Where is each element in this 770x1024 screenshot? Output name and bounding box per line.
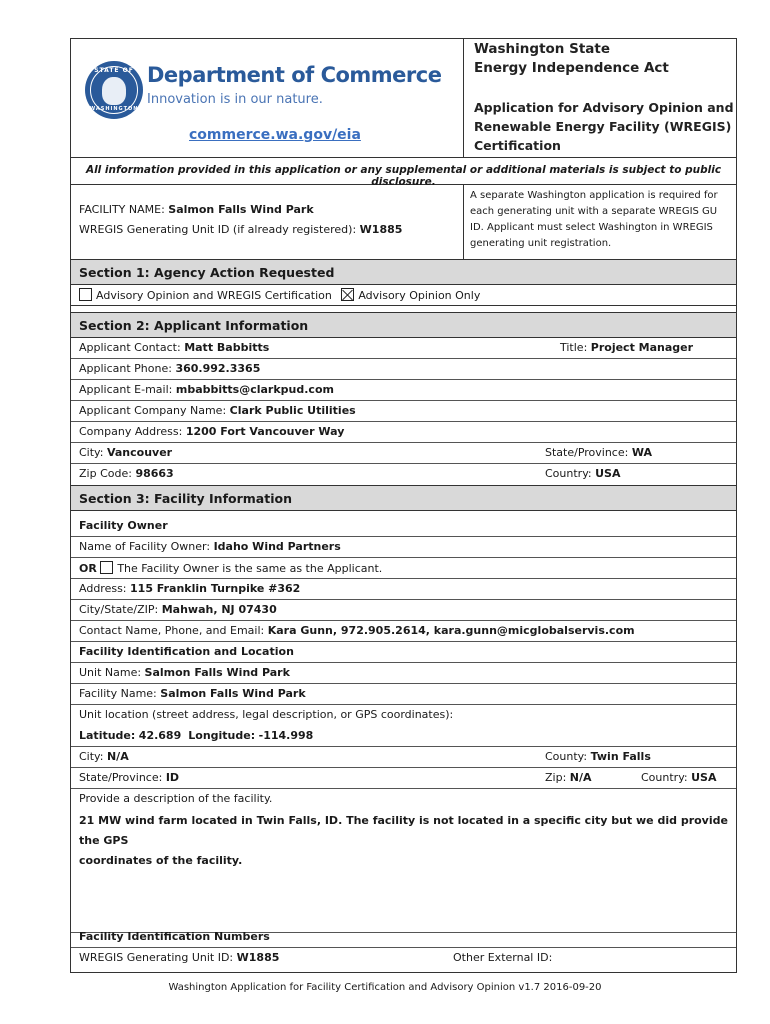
- longitude-value[interactable]: -114.998: [258, 729, 314, 742]
- applicant-company-value[interactable]: Clark Public Utilities: [229, 404, 356, 417]
- app-title-line1: Application for Advisory Opinion and: [474, 100, 734, 115]
- applicant-zip-value[interactable]: 98663: [135, 467, 174, 480]
- disclosure-notice: All information provided in this application or any supplemental or additional materials is subject to public disclosure.: [71, 157, 736, 185]
- applicant-contact-value[interactable]: Matt Babbitts: [184, 341, 270, 354]
- form-header: [71, 39, 736, 157]
- applicant-phone-row: Applicant Phone: 360.992.3365: [71, 359, 736, 380]
- facility-state-value[interactable]: ID: [165, 771, 180, 784]
- applicant-email-row: Applicant E-mail: mbabbitts@clarkpud.com: [71, 380, 736, 401]
- applicant-phone-value[interactable]: 360.992.3365: [175, 362, 261, 375]
- wregis-id-value[interactable]: W1885: [236, 951, 280, 964]
- applicant-state-value[interactable]: WA: [631, 446, 652, 459]
- owner-address-value[interactable]: 115 Franklin Turnpike #362: [130, 582, 301, 595]
- latitude-value[interactable]: 42.689: [138, 729, 182, 742]
- description-line1: 21 MW wind farm located in Twin Falls, ID. The facility is not located in a specific city but we did provide the GPS: [79, 814, 728, 847]
- id-numbers-heading: Facility Identification Numbers: [71, 927, 736, 948]
- form-footer: Washington Application for Facility Certification and Advisory Opinion v1.7 2016-09-20: [168, 982, 602, 993]
- applicant-company-row: Applicant Company Name: Clark Public Utilities: [71, 401, 736, 422]
- id-location-heading: Facility Identification and Location: [71, 642, 736, 663]
- section3-header: Section 3: Facility Information: [71, 485, 736, 511]
- other-external-id-label: Other External ID:: [453, 951, 553, 964]
- owner-contact-value[interactable]: Kara Gunn, 972.905.2614, kara.gunn@micglobalservis.com: [267, 624, 635, 637]
- owner-contact-row: Contact Name, Phone, and Email: Kara Gunn, 972.905.2614, kara.gunn@micglobalservis.com: [71, 621, 736, 642]
- option-advisory-only: Advisory Opinion Only: [358, 289, 481, 302]
- facility-city-row: City: N/A County: Twin Falls: [71, 747, 736, 768]
- facility-name-row: Facility Name: Salmon Falls Wind Park: [71, 684, 736, 705]
- washington-state-seal-icon: STATE OF WASHINGTON: [85, 61, 143, 119]
- owner-csz-row: City/State/ZIP: Mahwah, NJ 07430: [71, 600, 736, 621]
- unit-name-value[interactable]: Salmon Falls Wind Park: [144, 666, 290, 679]
- facility-city-value[interactable]: N/A: [106, 750, 129, 763]
- unit-name-row: Unit Name: Salmon Falls Wind Park: [71, 663, 736, 684]
- description-line2: coordinates of the facility.: [79, 854, 243, 867]
- facility-county-value[interactable]: Twin Falls: [590, 750, 651, 763]
- applicant-country-value[interactable]: USA: [595, 467, 621, 480]
- applicant-contact-row: Applicant Contact: Matt Babbitts Title: Project Manager: [71, 338, 736, 359]
- company-address-value[interactable]: 1200 Fort Vancouver Way: [185, 425, 345, 438]
- applicant-zip-row: Zip Code: 98663 Country: USA: [79, 467, 621, 480]
- separate-application-note: A separate Washington application is required for each generating unit with a separate WREGIS GU ID. Applicant must select Washington in WREGIS generating unit registration.: [463, 185, 736, 259]
- facility-name-label: FACILITY NAME:: [79, 203, 165, 216]
- applicant-email-value[interactable]: mbabbitts@clarkpud.com: [175, 383, 334, 396]
- applicant-title-value[interactable]: Project Manager: [590, 341, 694, 354]
- department-name: Department of Commerce: [147, 63, 442, 87]
- form-title-block: [463, 39, 736, 157]
- company-address-row: Company Address: 1200 Fort Vancouver Way: [71, 422, 736, 443]
- facility-country-value[interactable]: USA: [691, 771, 717, 784]
- agency-action-row: [71, 285, 736, 306]
- tagline: Innovation is in our nature.: [147, 92, 323, 107]
- facility-state-row: State/Province: ID Zip: N/A Country: USA: [71, 768, 736, 789]
- wregis-id-row: WREGIS Generating Unit ID: W1885 Other External ID:: [79, 951, 553, 964]
- facility-name-value[interactable]: Salmon Falls Wind Park: [168, 203, 314, 216]
- act-title-line2: Energy Independence Act: [474, 60, 669, 76]
- unit-id-value[interactable]: W1885: [359, 223, 403, 236]
- lat-long-row: Latitude: 42.689 Longitude: -114.998: [71, 726, 736, 747]
- act-title-line1: Washington State: [474, 41, 611, 57]
- facility-summary: [71, 185, 736, 259]
- description-prompt: Provide a description of the facility.: [79, 792, 273, 805]
- owner-same-row: OR The Facility Owner is the same as the Applicant.: [71, 558, 736, 579]
- section1-header: Section 1: Agency Action Requested: [71, 259, 736, 285]
- owner-csz-value[interactable]: Mahwah, NJ 07430: [161, 603, 277, 616]
- application-form: [70, 38, 737, 973]
- applicant-city-row: City: Vancouver State/Province: WA: [71, 443, 736, 464]
- app-title-line2: Renewable Energy Facility (WREGIS): [474, 119, 732, 134]
- commerce-link[interactable]: commerce.wa.gov/eia: [189, 127, 361, 143]
- advisory-only-checkbox[interactable]: [341, 288, 354, 301]
- facility-owner-row: Name of Facility Owner: Idaho Wind Partners: [71, 537, 736, 558]
- unit-location-prompt: Unit location (street address, legal description, or GPS coordinates):: [79, 708, 454, 721]
- applicant-city-value[interactable]: Vancouver: [106, 446, 173, 459]
- advisory-and-wregis-checkbox[interactable]: [79, 288, 92, 301]
- owner-same-as-applicant-checkbox[interactable]: [100, 561, 113, 574]
- facility-owner-value[interactable]: Idaho Wind Partners: [213, 540, 341, 553]
- unit-id-label: WREGIS Generating Unit ID (if already registered):: [79, 223, 357, 236]
- owner-address-row: Address: 115 Franklin Turnpike #362: [71, 579, 736, 600]
- facility-zip-value[interactable]: N/A: [569, 771, 592, 784]
- facility-owner-heading: Facility Owner: [71, 516, 736, 537]
- option-advisory-and-wregis: Advisory Opinion and WREGIS Certification: [96, 289, 332, 302]
- app-title-line3: Certification: [474, 138, 561, 153]
- facility-name-field-value[interactable]: Salmon Falls Wind Park: [160, 687, 306, 700]
- section2-header: Section 2: Applicant Information: [71, 312, 736, 338]
- facility-description-field[interactable]: [71, 807, 736, 933]
